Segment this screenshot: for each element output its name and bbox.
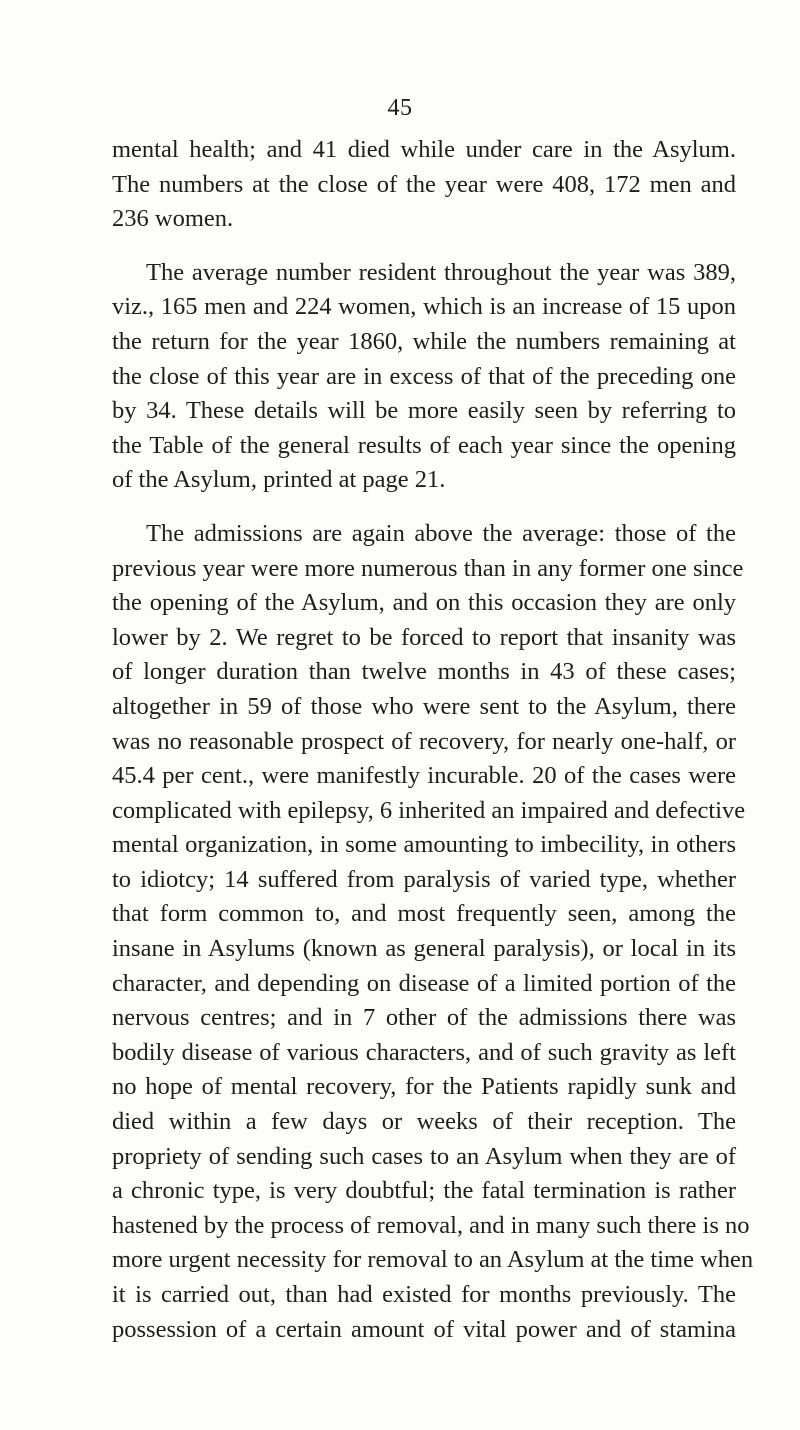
text-line: insane in Asylums (known as general paralysis), or local in its <box>112 935 736 963</box>
text-line: The average number resident throughout the year was 389, <box>146 258 736 286</box>
text-line: that form common to, and most frequently seen, among the <box>112 900 736 928</box>
text-line: viz., 165 men and 224 women, which is an increase of 15 upon <box>112 293 736 321</box>
paragraph-1 <box>112 133 736 237</box>
text-line: it is carried out, than had existed for months previously. The <box>112 1281 736 1308</box>
paragraph-2 <box>112 256 736 498</box>
text-line: mental health; and 41 died while under care in the Asylum. <box>112 136 736 163</box>
text-line: The admissions are again above the average: those of the <box>146 519 736 547</box>
text-line: lower by 2. We regret to be forced to report that insanity was <box>112 623 736 651</box>
text-line: more urgent necessity for removal to an Asylum at the time when <box>112 1246 754 1274</box>
text-line: complicated with epilepsy, 6 inherited an impaired and defective <box>112 796 746 824</box>
text-line: to idiotcy; 14 suffered from paralysis of varied type, whether <box>112 865 736 893</box>
text-line: died within a few days or weeks of their reception. The <box>112 1108 736 1136</box>
text-line: the return for the year 1860, while the numbers remaining at <box>112 327 736 355</box>
text-line: the Table of the general results of each year since the opening <box>112 431 736 459</box>
text-line: mental organization, in some amounting to imbecility, in others <box>112 831 736 859</box>
text-line: by 34. These details will be more easily seen by referring to <box>112 397 736 425</box>
text-line: of the Asylum, printed at page 21. <box>112 466 446 494</box>
text-line: possession of a certain amount of vital power and of stamina <box>112 1315 736 1343</box>
text-line: hastened by the process of removal, and in many such there is no <box>112 1211 750 1239</box>
text-line: 236 women. <box>112 205 234 233</box>
text-line: propriety of sending such cases to an Asylum when they are of <box>112 1142 736 1170</box>
text-line: the opening of the Asylum, and on this occasion they are only <box>112 589 736 617</box>
text-line: nervous centres; and in 7 other of the admissions there was <box>112 1004 736 1032</box>
page-number: 45 <box>387 95 413 121</box>
text-line: the close of this year are in excess of that of the preceding one <box>112 362 736 390</box>
text-line: 45.4 per cent., were manifestly incurable. 20 of the cases were <box>112 762 736 790</box>
text-line: altogether in 59 of those who were sent to the Asylum, there <box>112 692 736 720</box>
text-line: character, and depending on disease of a limited portion of the <box>112 969 736 997</box>
text-line: a chronic type, is very doubtful; the fatal termination is rather <box>112 1177 736 1205</box>
text-line: bodily disease of various characters, and of such gravity as left <box>112 1038 736 1066</box>
paragraph-3 <box>112 517 754 1347</box>
body-text <box>112 133 754 1347</box>
text-line: previous year were more numerous than in any former one since <box>112 554 744 582</box>
text-line: of longer duration than twelve months in 43 of these cases; <box>112 658 736 686</box>
text-line: no hope of mental recovery, for the Patients rapidly sunk and <box>112 1073 736 1101</box>
text-line: was no reasonable prospect of recovery, for nearly one-half, or <box>112 727 736 755</box>
text-line: The numbers at the close of the year were 408, 172 men and <box>112 170 736 198</box>
